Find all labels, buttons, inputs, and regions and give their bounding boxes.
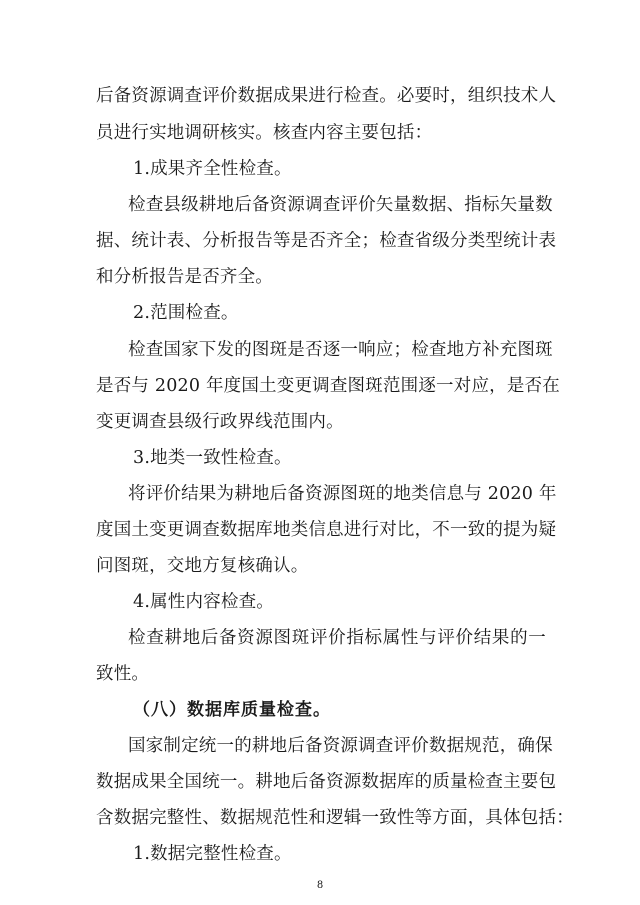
page-number: 8 bbox=[316, 880, 324, 891]
text-line: 是否与 2020 年度国土变更调查图斑范围逐一对应，是否在 bbox=[96, 376, 560, 396]
text-line: 和分析报告是否齐全。 bbox=[96, 267, 273, 287]
text-line: 据、统计表、分析报告等是否齐全；检查省级分类型统计表 bbox=[96, 231, 557, 251]
list-item-heading: 2.范围检查。 bbox=[133, 303, 239, 323]
text-line: 检查耕地后备资源图斑评价指标属性与评价结果的一 bbox=[128, 628, 546, 648]
text-line: 国家制定统一的耕地后备资源调查评价数据规范，确保 bbox=[128, 736, 553, 756]
text-line: 变更调查县级行政界线范围内。 bbox=[96, 412, 344, 432]
text-line: 将评价结果为耕地后备资源图斑的地类信息与 2020 年 bbox=[128, 484, 557, 504]
list-item-heading: 1.数据完整性检查。 bbox=[133, 844, 292, 864]
text-line: 数据成果全国统一。耕地后备资源数据库的质量检查主要包 bbox=[96, 772, 557, 792]
text-line: 致性。 bbox=[96, 664, 150, 684]
list-item-heading: 4.属性内容检查。 bbox=[133, 592, 274, 612]
text-line: 问图斑，交地方复核确认。 bbox=[96, 556, 309, 576]
list-item-heading: 1.成果齐全性检查。 bbox=[133, 159, 292, 179]
section-heading: （八）数据库质量检查。 bbox=[133, 700, 331, 720]
text-line: 检查县级耕地后备资源调查评价矢量数据、指标矢量数 bbox=[128, 195, 553, 215]
text-line: 后备资源调查评价数据成果进行检查。必要时，组织技术人 bbox=[96, 86, 557, 106]
list-item-heading: 3.地类一致性检查。 bbox=[133, 448, 292, 468]
text-line: 含数据完整性、数据规范性和逻辑一致性等方面，具体包括： bbox=[96, 808, 574, 828]
text-line: 检查国家下发的图斑是否逐一响应；检查地方补充图斑 bbox=[128, 340, 553, 360]
text-line: 员进行实地调研核实。核查内容主要包括： bbox=[96, 123, 433, 143]
text-line: 度国土变更调查数据库地类信息进行对比，不一致的提为疑 bbox=[96, 520, 557, 540]
